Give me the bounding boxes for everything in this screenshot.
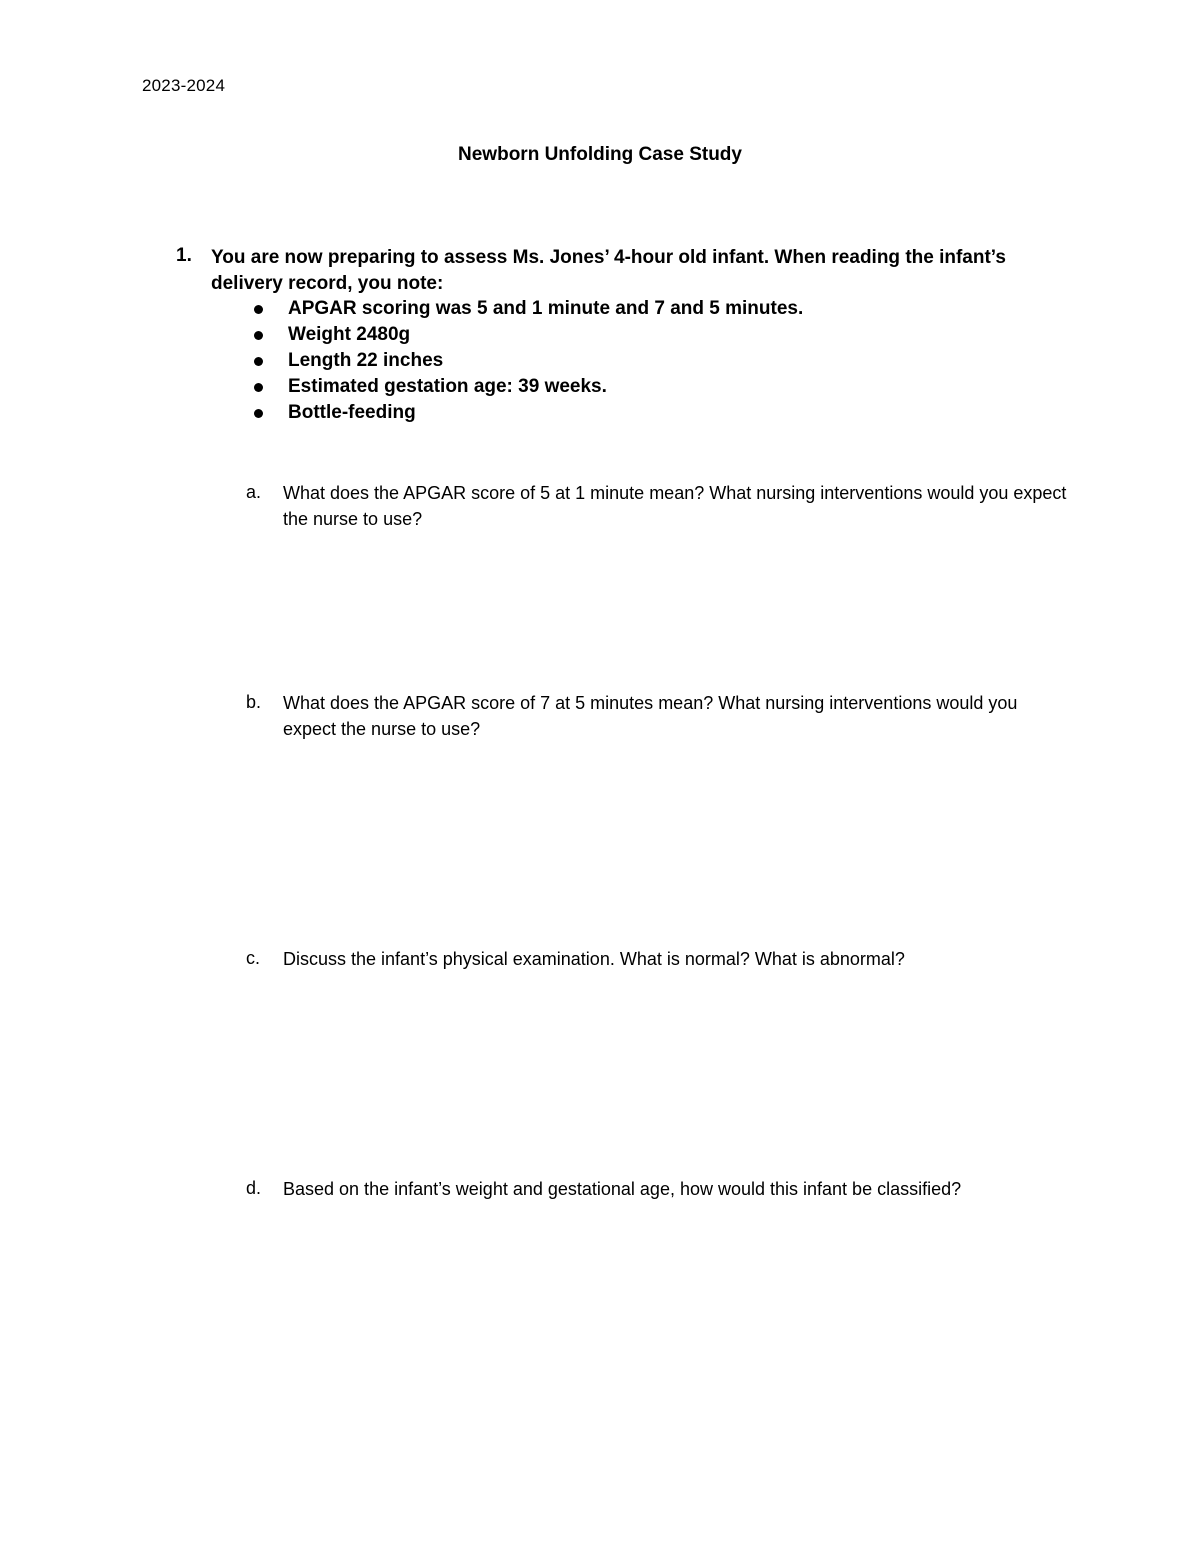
list-item	[252, 322, 803, 348]
header-year: 2023-2024	[142, 76, 226, 95]
list-item-text: Length 22 inches	[288, 350, 444, 371]
page-title: Newborn Unfolding Case Study	[458, 144, 742, 165]
question-text: You are now preparing to assess Ms. Jones’ 4-hour old infant. When reading the infant’s delivery record, you note:	[211, 247, 1006, 294]
list-item	[252, 374, 803, 400]
list-item	[252, 348, 803, 374]
question-number: 1.	[176, 245, 192, 266]
bullet-icon	[254, 409, 263, 418]
delivery-record-list	[252, 296, 803, 426]
list-item-text: Weight 2480g	[288, 324, 411, 345]
subquestion-c-text: Discuss the infant’s physical examination. What is normal? What is abnormal?	[283, 949, 905, 969]
list-item-text: Bottle-feeding	[288, 402, 416, 423]
subquestion-d-text: Based on the infant’s weight and gestational age, how would this infant be classified?	[283, 1179, 962, 1199]
bullet-icon	[254, 357, 263, 366]
list-item-text: APGAR scoring was 5 and 1 minute and 7 and 5 minutes.	[288, 298, 804, 319]
subquestion-b-text: What does the APGAR score of 7 at 5 minutes mean? What nursing interventions would you expect the nurse to use?	[283, 693, 1018, 739]
subquestion-b-letter: b.	[246, 692, 262, 712]
bullet-icon	[254, 383, 263, 392]
bullet-icon	[254, 331, 263, 340]
subquestion-d-letter: d.	[246, 1178, 262, 1198]
list-item-text: Estimated gestation age: 39 weeks.	[288, 376, 607, 397]
subquestion-a-text: What does the APGAR score of 5 at 1 minute mean? What nursing interventions would you expect the nurse to use?	[283, 483, 1067, 529]
bullet-icon	[254, 305, 263, 314]
subquestion-c-letter: c.	[246, 948, 261, 968]
list-item	[252, 296, 803, 322]
subquestion-a-letter: a.	[246, 482, 262, 502]
list-item	[252, 400, 803, 426]
